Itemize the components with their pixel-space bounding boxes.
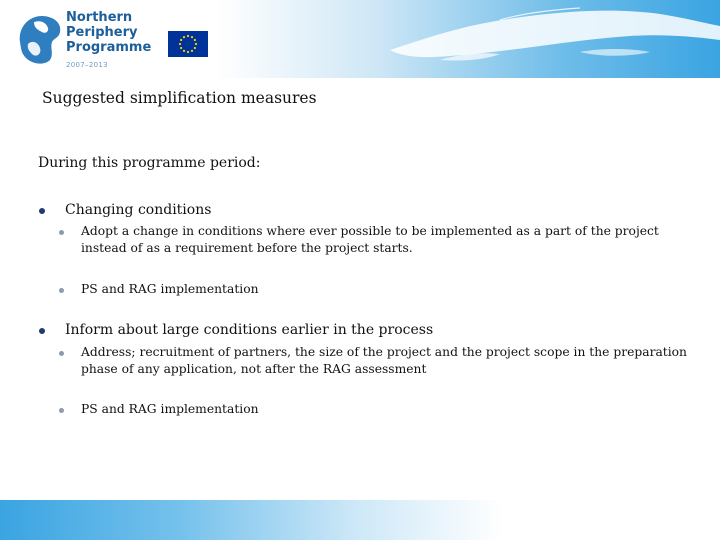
- sub-item-ps-rag-2: PS and RAG implementation: [81, 402, 259, 416]
- sub-item-ps-rag-1: PS and RAG implementation: [81, 282, 259, 296]
- header-banner: [0, 0, 720, 78]
- bullet-marker: [39, 328, 45, 334]
- footer-banner: [0, 500, 720, 540]
- eu-flag-icon: [168, 31, 208, 57]
- logo-line-1: Northern: [66, 10, 133, 25]
- sub-item-adopt-change: Adopt a change in conditions where ever possible to be implemented as a part of the project instead of as a requirement before the project starts.: [81, 224, 659, 255]
- sub-bullet-marker: [59, 288, 64, 293]
- sub-bullet-marker: [59, 230, 64, 235]
- logo-years: 2007–2013: [66, 61, 108, 69]
- sub-bullet-marker: [59, 351, 64, 356]
- bullet-changing-conditions: Changing conditions: [65, 202, 212, 218]
- period-heading: During this programme period:: [38, 155, 261, 171]
- bullet-marker: [39, 208, 45, 214]
- logo-text: [66, 10, 156, 55]
- map-outline-icon: [380, 0, 720, 78]
- logo-line-3: Programme: [66, 40, 152, 55]
- sub-bullet-marker: [59, 408, 64, 413]
- logo-line-2: Periphery: [66, 25, 138, 40]
- slide-title: Suggested simplification measures: [42, 89, 317, 107]
- sub-item-address-recruitment: Address; recruitment of partners, the size of the project and the project scope in the preparation phase of any application, not after the RAG assessment: [81, 345, 687, 376]
- bullet-inform-conditions: Inform about large conditions earlier in the process: [65, 322, 434, 338]
